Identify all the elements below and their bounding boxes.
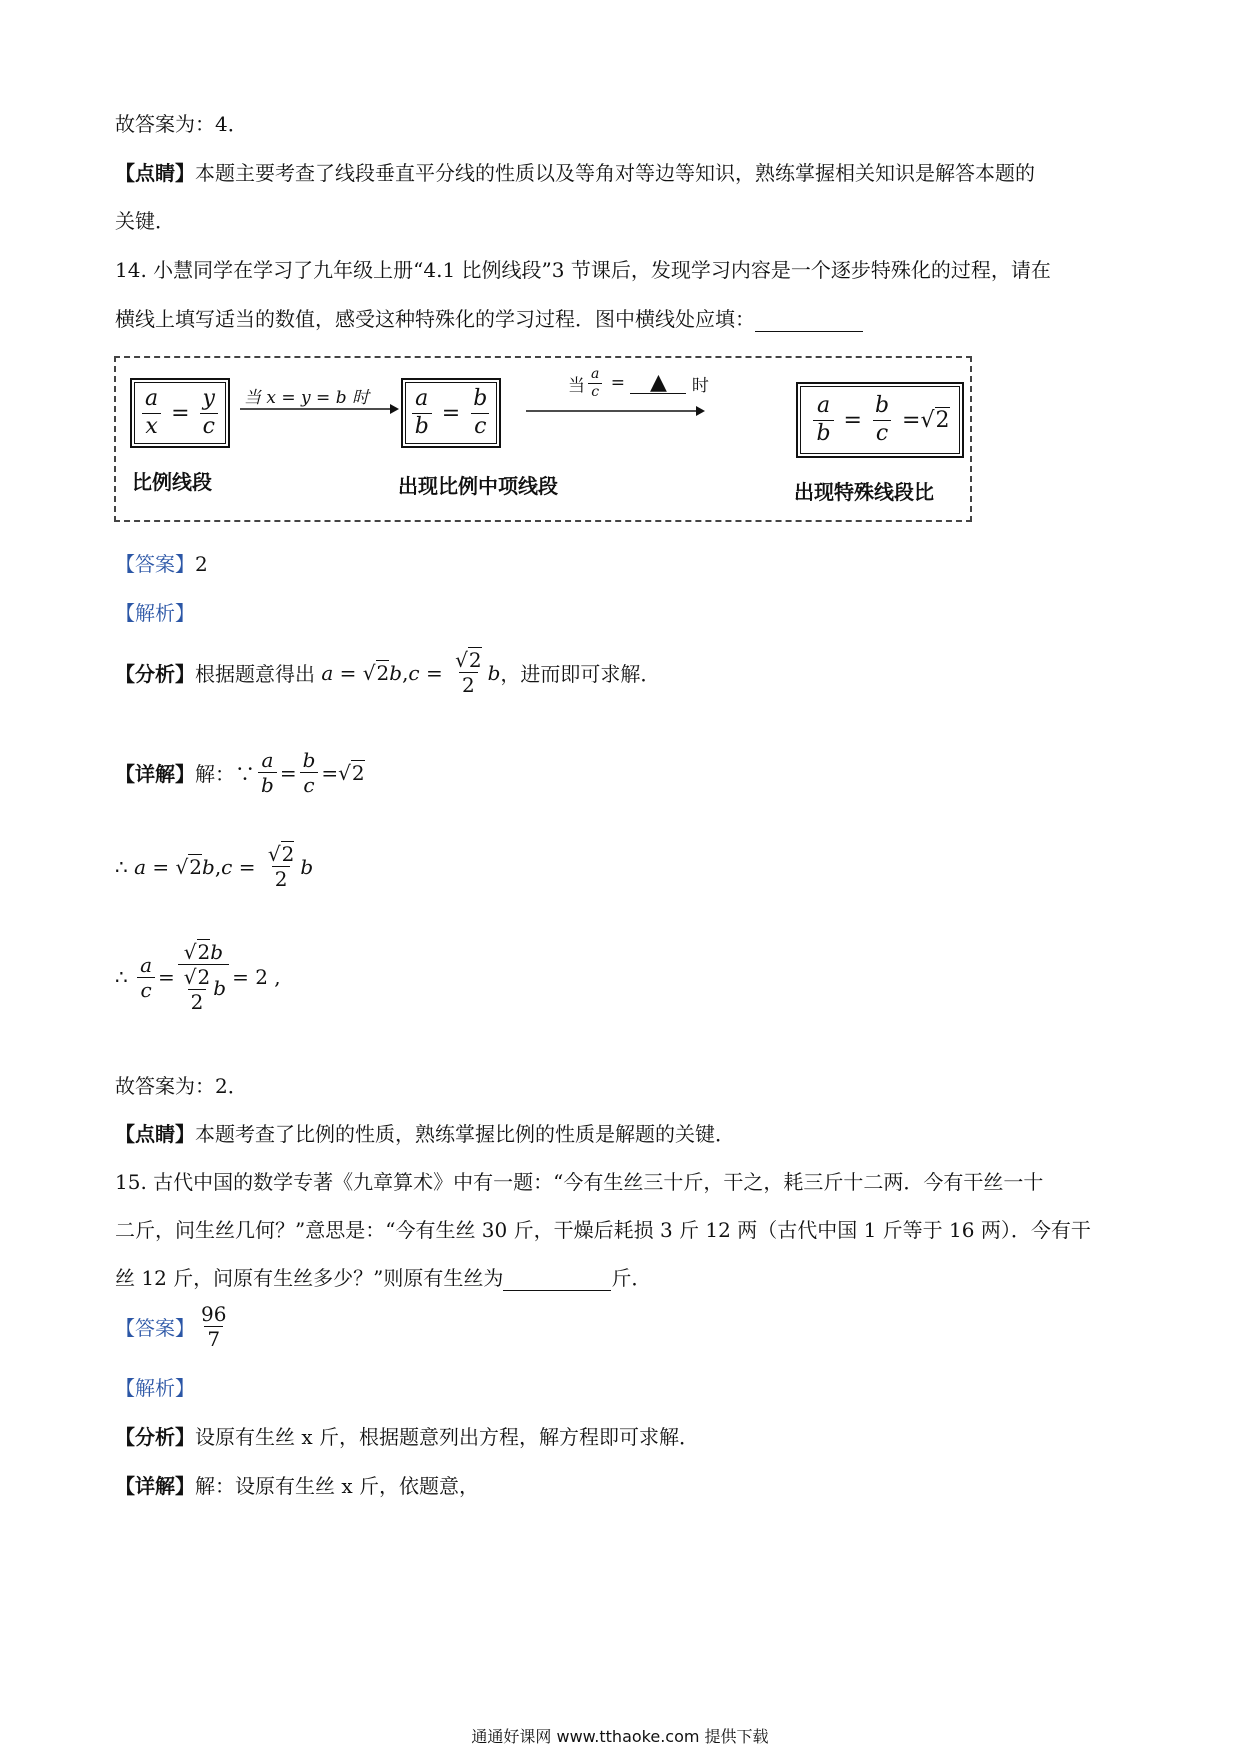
dianjing-text-2: 关键． — [115, 209, 175, 233]
q14-line-1: 14. 小慧同学在学习了九年级上册“4.1 比例线段”3 节课后，发现学习内容是一个逐步特殊化的过程，请在 — [115, 258, 1051, 282]
ratio-box-3: $\frac{a}{b}$ = $\frac{b}{c}$ = √2 — [796, 382, 964, 458]
caption-special-ratio: 出现特殊线段比 — [794, 480, 934, 504]
q14-answer-blank — [755, 307, 863, 332]
q15-detail: 【详解】解：设原有生丝 x 斤，依题意， — [115, 1474, 479, 1498]
caption-proportion: 比例线段 — [132, 470, 212, 494]
q14-line-2 — [115, 303, 863, 332]
triangle-blank: ▲ — [630, 373, 686, 394]
q15-jiexi-tag: 【解析】 — [115, 1376, 195, 1400]
q14-detail: 【详解】 解：∵ $\frac{a}{b}$ = $\frac{b}{c}$ = √2 — [115, 748, 365, 797]
q15-answer-blank — [503, 1266, 611, 1291]
q14-analysis: 【分析】 根据题意得出 a = √2 b , c = $\frac{√2}{2}$ b ，进而即可求解． — [115, 648, 661, 697]
q15-line-1: 15. 古代中国的数学专著《九章算术》中有一题：“今有生丝三十斤，干之，耗三斤十二两．今有干丝一十 — [115, 1170, 1044, 1194]
answer-value: 2 — [195, 552, 208, 576]
arrow-2 — [526, 404, 706, 418]
arrow-1-label: 当 x = y = b 时 — [244, 388, 369, 408]
q14-final: 故答案为：2． — [115, 1074, 248, 1098]
footer-watermark: 通通好课网 www.tthaoke.com 提供下载 — [471, 1727, 769, 1746]
q14-step-3: ∴ $\frac{a}{c}$ = √2b $\frac{√2}{2}$ b = 2 , — [115, 940, 281, 1014]
q15-line-2: 二斤，问生丝几何？”意思是：“今有生丝 30 斤，干燥后耗损 3 斤 12 两（古代中国 1 斤等于 16 两）．今有干 — [115, 1218, 1091, 1242]
caption-mean-proportional: 出现比例中项线段 — [398, 474, 558, 498]
q15-answer: 【答案】 $\frac{96}{7}$ — [115, 1302, 227, 1351]
q15-analysis: 【分析】设原有生丝 x 斤，根据题意列出方程，解方程即可求解． — [115, 1425, 699, 1449]
dianjing-13 — [115, 157, 1035, 186]
q15-line-3: 丝 12 斤，问原有生丝多少？”则原有生丝为 斤． — [115, 1266, 652, 1290]
dianjing-text-1: 本题主要考查了线段垂直平分线的性质以及等角对等边等知识，熟练掌握相关知识是解答本题的 — [195, 161, 1035, 185]
q14-answer — [115, 548, 208, 577]
dianjing-tag: 【点睛】 — [115, 161, 195, 185]
proportion-diagram — [114, 356, 972, 522]
answer-tag: 【答案】 — [115, 552, 195, 576]
ratio-box-1: $\frac{a}{x}$ = $\frac{y}{c}$ — [130, 378, 230, 448]
q14-step-2: ∴ a = √2 b , c = $\frac{√2}{2}$ b — [115, 842, 314, 891]
arrow-1 — [240, 402, 400, 416]
arrow-2-label: 当 $\frac{a}{c}$ = ▲ 时 — [568, 366, 709, 400]
answer-line-13: 故答案为：4． — [115, 112, 248, 136]
jiexi-tag: 【解析】 — [115, 601, 195, 625]
ratio-box-2: $\frac{a}{b}$ = $\frac{b}{c}$ — [401, 378, 501, 448]
q14-dianjing: 【点睛】本题考查了比例的性质，熟练掌握比例的性质是解题的关键． — [115, 1122, 735, 1146]
q14-line-2-text: 横线上填写适当的数值，感受这种特殊化的学习过程．图中横线处应填： — [115, 307, 755, 331]
